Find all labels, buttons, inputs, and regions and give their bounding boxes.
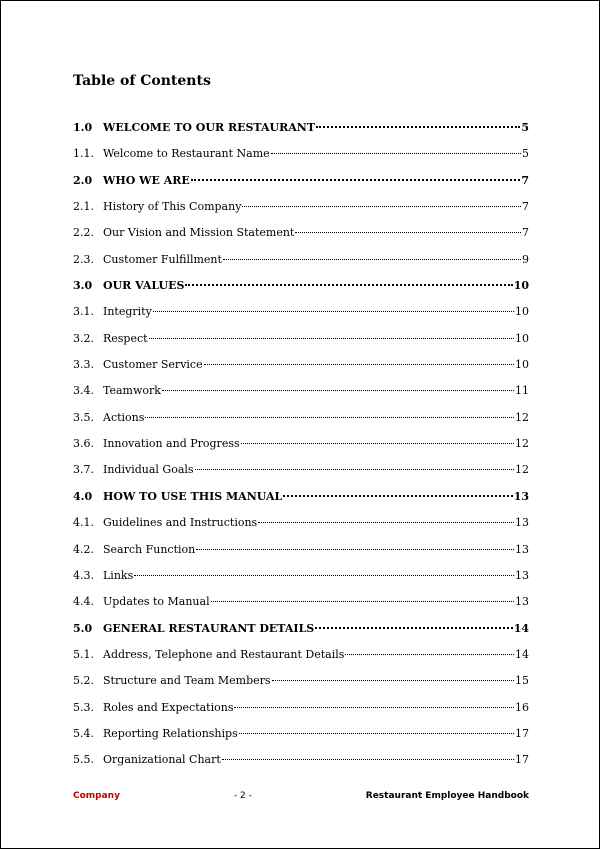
toc-entry-title: Our Vision and Mission Statement bbox=[103, 226, 295, 240]
toc-entry-title: WELCOME TO OUR RESTAURANT bbox=[103, 121, 316, 134]
toc-dot-leader bbox=[145, 417, 514, 418]
toc-entry[interactable] bbox=[73, 753, 529, 779]
toc-entry-number: 4.2. bbox=[73, 542, 94, 556]
toc-entry[interactable] bbox=[73, 121, 529, 147]
toc-entry-title: Links bbox=[103, 568, 134, 582]
toc-entry[interactable] bbox=[73, 305, 529, 331]
toc-entry-number: 2.3. bbox=[73, 252, 94, 266]
toc-dot-leader bbox=[315, 627, 512, 629]
toc-entry-number: 2.2. bbox=[73, 226, 94, 240]
toc-entry-page: 7 bbox=[522, 200, 529, 214]
toc-list bbox=[73, 121, 529, 780]
toc-entry[interactable] bbox=[73, 595, 529, 621]
toc-entry[interactable] bbox=[73, 674, 529, 700]
toc-entry-page: 14 bbox=[515, 647, 529, 661]
toc-entry[interactable] bbox=[73, 411, 529, 437]
toc-entry-title: Respect bbox=[103, 331, 148, 345]
toc-entry-number: 5.2. bbox=[73, 674, 94, 688]
toc-entry-page: 14 bbox=[513, 621, 529, 635]
toc-entry-title: Individual Goals bbox=[103, 463, 194, 477]
toc-dot-leader bbox=[239, 733, 514, 734]
toc-dot-leader bbox=[316, 126, 520, 128]
toc-entry-number: 4.4. bbox=[73, 595, 94, 609]
toc-entry-number: 2.0 bbox=[73, 173, 93, 187]
toc-dot-leader bbox=[345, 654, 514, 655]
toc-entry-page: 13 bbox=[515, 568, 529, 582]
toc-entry-title: GENERAL RESTAURANT DETAILS bbox=[103, 621, 315, 635]
toc-entry-number: 5.5. bbox=[73, 753, 94, 767]
toc-entry[interactable] bbox=[73, 569, 529, 595]
toc-entry[interactable] bbox=[73, 200, 529, 226]
toc-entry-page: 7 bbox=[522, 226, 529, 240]
page-title: Table of Contents bbox=[73, 73, 211, 89]
toc-entry-page: 5 bbox=[521, 121, 529, 134]
toc-dot-leader bbox=[211, 601, 514, 602]
toc-entry-title: HOW TO USE THIS MANUAL bbox=[103, 489, 283, 503]
toc-entry[interactable] bbox=[73, 279, 529, 305]
toc-entry-number: 4.3. bbox=[73, 568, 94, 582]
toc-entry-number: 5.3. bbox=[73, 700, 94, 714]
toc-entry[interactable] bbox=[73, 648, 529, 674]
toc-entry[interactable] bbox=[73, 174, 529, 200]
toc-entry-number: 5.4. bbox=[73, 726, 94, 740]
toc-dot-leader bbox=[195, 469, 514, 470]
toc-entry-title: OUR VALUES bbox=[103, 279, 185, 293]
footer-document-title: Restaurant Employee Handbook bbox=[365, 791, 529, 801]
toc-entry-title: Customer Service bbox=[103, 358, 203, 372]
toc-dot-leader bbox=[222, 759, 514, 760]
toc-entry-page: 10 bbox=[515, 305, 529, 319]
footer-company: Company bbox=[73, 791, 120, 801]
toc-entry-number: 5.1. bbox=[73, 647, 94, 661]
toc-entry-number: 1.1. bbox=[73, 147, 94, 161]
toc-dot-leader bbox=[234, 707, 514, 708]
toc-dot-leader bbox=[153, 311, 514, 312]
toc-entry-page: 15 bbox=[515, 674, 529, 688]
toc-entry-title: Structure and Team Members bbox=[103, 674, 271, 688]
toc-entry[interactable] bbox=[73, 727, 529, 753]
toc-dot-leader bbox=[271, 153, 521, 154]
toc-entry[interactable] bbox=[73, 332, 529, 358]
toc-entry-page: 7 bbox=[521, 173, 529, 187]
toc-entry[interactable] bbox=[73, 516, 529, 542]
toc-dot-leader bbox=[242, 206, 521, 207]
toc-entry-page: 10 bbox=[515, 331, 529, 345]
toc-entry[interactable] bbox=[73, 437, 529, 463]
toc-entry-title: Actions bbox=[103, 410, 145, 424]
toc-entry[interactable] bbox=[73, 490, 529, 516]
toc-entry[interactable] bbox=[73, 226, 529, 252]
toc-entry-page: 17 bbox=[515, 726, 529, 740]
toc-entry-number: 4.0 bbox=[73, 489, 93, 503]
toc-entry-number: 3.4. bbox=[73, 384, 94, 398]
toc-entry-title: WHO WE ARE bbox=[103, 173, 190, 187]
toc-entry-page: 17 bbox=[515, 753, 529, 767]
toc-entry[interactable] bbox=[73, 384, 529, 410]
toc-dot-leader bbox=[223, 259, 521, 260]
toc-entry-number: 3.6. bbox=[73, 437, 94, 451]
toc-entry-number: 3.5. bbox=[73, 410, 94, 424]
toc-entry[interactable] bbox=[73, 253, 529, 279]
toc-entry-number: 3.0 bbox=[73, 279, 93, 293]
toc-entry-title: Reporting Relationships bbox=[103, 726, 238, 740]
toc-entry-number: 5.0 bbox=[73, 621, 93, 635]
toc-entry-page: 12 bbox=[515, 437, 529, 451]
toc-entry-page: 12 bbox=[515, 410, 529, 424]
toc-entry-title: Customer Fulfillment bbox=[103, 252, 222, 266]
toc-entry-page: 9 bbox=[522, 252, 529, 266]
toc-dot-leader bbox=[162, 390, 514, 391]
toc-entry-title: Innovation and Progress bbox=[103, 437, 240, 451]
toc-entry-page: 10 bbox=[515, 358, 529, 372]
toc-entry-page: 13 bbox=[515, 516, 529, 530]
toc-entry-title: Guidelines and Instructions bbox=[103, 516, 258, 530]
toc-entry-title: Roles and Expectations bbox=[103, 700, 234, 714]
toc-dot-leader bbox=[204, 364, 514, 365]
toc-entry-page: 13 bbox=[515, 542, 529, 556]
toc-entry-title: Address, Telephone and Restaurant Details bbox=[103, 647, 345, 661]
footer-page-number: - 2 - bbox=[233, 791, 252, 801]
toc-entry-title: Welcome to Restaurant Name bbox=[103, 147, 270, 161]
toc-entry-page: 13 bbox=[515, 595, 529, 609]
toc-entry[interactable] bbox=[73, 463, 529, 489]
toc-entry[interactable] bbox=[73, 358, 529, 384]
toc-dot-leader bbox=[191, 179, 521, 181]
toc-entry-title: Integrity bbox=[103, 305, 152, 319]
toc-entry-number: 2.1. bbox=[73, 200, 94, 214]
toc-entry-page: 12 bbox=[515, 463, 529, 477]
toc-entry-page: 10 bbox=[513, 279, 529, 293]
toc-dot-leader bbox=[134, 575, 514, 576]
toc-entry-number: 3.1. bbox=[73, 305, 94, 319]
toc-entry-title: Teamwork bbox=[103, 384, 161, 398]
page-footer bbox=[73, 791, 529, 801]
toc-dot-leader bbox=[185, 284, 512, 286]
toc-entry-page: 5 bbox=[522, 147, 529, 161]
toc-dot-leader bbox=[283, 495, 512, 497]
toc-entry-page: 13 bbox=[513, 489, 529, 503]
toc-entry-page: 11 bbox=[515, 384, 529, 398]
toc-entry-title: History of This Company bbox=[103, 200, 242, 214]
toc-dot-leader bbox=[272, 680, 514, 681]
toc-entry-title: Organizational Chart bbox=[103, 753, 221, 767]
toc-dot-leader bbox=[295, 232, 521, 233]
toc-entry[interactable] bbox=[73, 147, 529, 173]
toc-entry-number: 4.1. bbox=[73, 516, 94, 530]
toc-entry-title: Search Function bbox=[103, 542, 196, 556]
toc-entry-number: 3.3. bbox=[73, 358, 94, 372]
toc-dot-leader bbox=[196, 549, 514, 550]
toc-entry-number: 3.2. bbox=[73, 331, 94, 345]
toc-dot-leader bbox=[149, 338, 514, 339]
toc-entry-page: 16 bbox=[515, 700, 529, 714]
toc-entry-number: 1.0 bbox=[73, 121, 93, 134]
toc-dot-leader bbox=[258, 522, 514, 523]
toc-entry-title: Updates to Manual bbox=[103, 595, 210, 609]
toc-dot-leader bbox=[241, 443, 514, 444]
toc-entry-number: 3.7. bbox=[73, 463, 94, 477]
toc-entry[interactable] bbox=[73, 543, 529, 569]
toc-entry[interactable] bbox=[73, 701, 529, 727]
toc-entry[interactable] bbox=[73, 622, 529, 648]
